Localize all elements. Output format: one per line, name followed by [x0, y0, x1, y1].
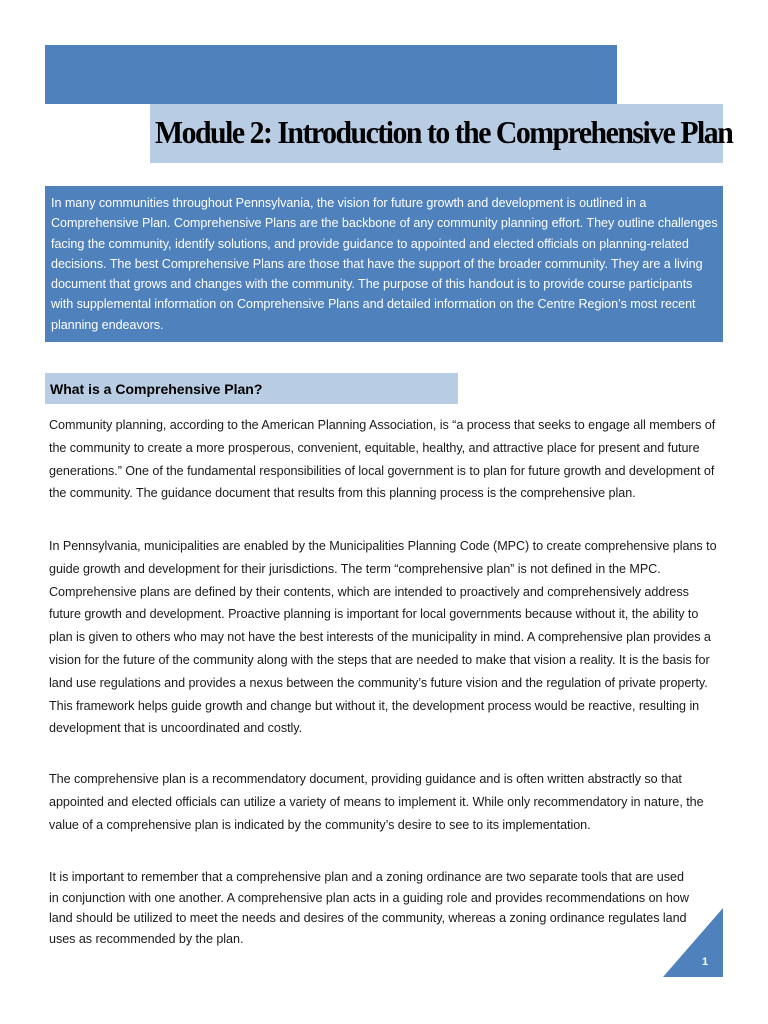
- section-heading: What is a Comprehensive Plan?: [50, 381, 263, 397]
- body-paragraph-2: In Pennsylvania, municipalities are enabled by the Municipalities Planning Code (MPC) to create comprehensive plans to guide growth and development for their jurisdictions. The term “comprehensive plan” is not defined in the MPC. Comprehensive plans are defined by their contents, which are intended to proactively and comprehensively address future growth and development. Proactive planning is important for local governments because without it, the ability to plan is given to others who may not have the best interests of the municipality in mind. A comprehensive plan provides a vision for the future of the community along with the steps that are needed to make that vision a reality. It is the basis for land use regulations and provides a nexus between the community’s future vision and the regulation of private property. This framework helps guide growth and change but without it, the development process would be reactive, resulting in development that is uncoordinated and costly.: [49, 539, 717, 736]
- header-accent-band: [45, 45, 617, 104]
- intro-callout-box: [45, 186, 723, 342]
- body-paragraph-1: Community planning, according to the American Planning Association, is “a process that seeks to engage all members of the community to create a more prosperous, convenient, equitable, healthy, and attractive place for present and future generations.” One of the fundamental responsibilities of local government is to plan for future growth and development of the community. The guidance document that results from this planning process is the comprehensive plan.: [49, 418, 716, 501]
- page-title: Module 2: Introduction to the Comprehensive Plan: [155, 114, 733, 150]
- body-paragraph-4: It is important to remember that a comprehensive plan and a zoning ordinance are two separate tools that are used in conjunction with one another. A comprehensive plan acts in a guiding role and provides recommendations on how land should be utilized to meet the needs and desires of the community, whereas a zoning ordinance regulates land uses as recommended by the plan.: [49, 870, 689, 946]
- intro-paragraph: In many communities throughout Pennsylvania, the vision for future growth and development is outlined in a Comprehensive Plan. Comprehensive Plans are the backbone of any community planning effort. They outline challenges facing the community, identify solutions, and provide guidance to appointed and elected officials on planning-related decisions. The best Comprehensive Plans are those that have the support of the broader community. They are a living document that grows and changes with the community. The purpose of this handout is to provide course participants with supplemental information on Comprehensive Plans and detailed information on the Centre Region’s most recent planning endeavors.: [51, 196, 718, 332]
- body-paragraph-3: The comprehensive plan is a recommendatory document, providing guidance and is often written abstractly so that appointed and elected officials can utilize a variety of means to implement it. While only recommendatory in nature, the value of a comprehensive plan is indicated by the community’s desire to see to its implementation.: [49, 772, 704, 832]
- page-number: 1: [701, 956, 709, 968]
